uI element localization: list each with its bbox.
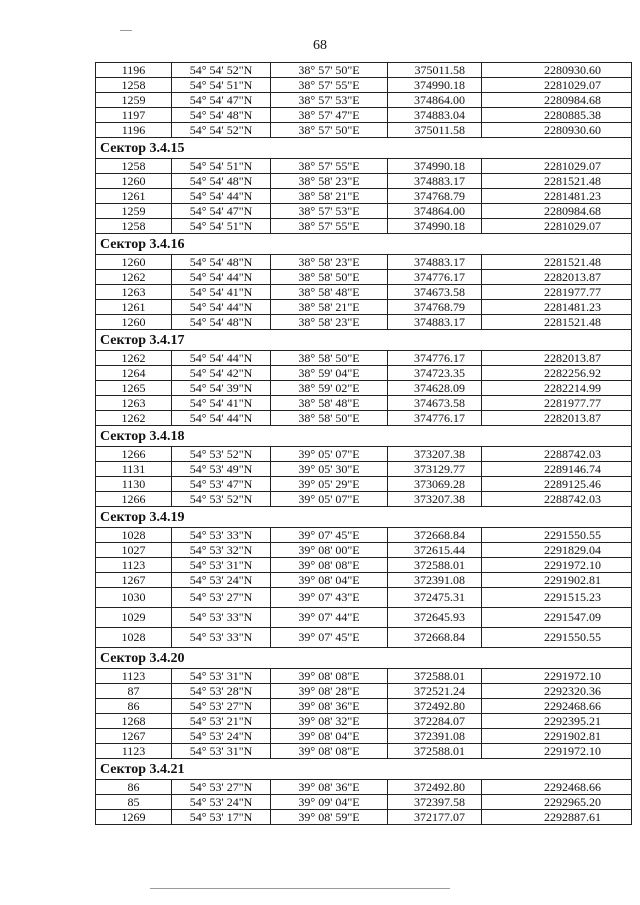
y-coordinate-cell: 2292320.36 <box>482 684 632 699</box>
longitude-cell: 38° 57' 47"E <box>271 108 388 123</box>
longitude-cell: 39° 07' 45"E <box>271 628 388 648</box>
table-row <box>96 558 632 573</box>
point-number-cell: 1269 <box>96 810 172 825</box>
x-coordinate-cell: 372391.08 <box>388 729 482 744</box>
longitude-cell: 39° 08' 32"E <box>271 714 388 729</box>
point-number-cell: 1030 <box>96 588 172 608</box>
table-row <box>96 219 632 234</box>
point-number-cell: 1261 <box>96 300 172 315</box>
x-coordinate-cell: 372588.01 <box>388 558 482 573</box>
y-coordinate-cell: 2281029.07 <box>482 159 632 174</box>
point-number-cell: 86 <box>96 699 172 714</box>
table-row <box>96 699 632 714</box>
longitude-cell: 39° 05' 07"E <box>271 447 388 462</box>
point-number-cell: 1258 <box>96 78 172 93</box>
table-row <box>96 810 632 825</box>
latitude-cell: 54° 53' 33"N <box>172 608 271 628</box>
x-coordinate-cell: 372475.31 <box>388 588 482 608</box>
longitude-cell: 39° 08' 04"E <box>271 729 388 744</box>
table-row <box>96 714 632 729</box>
latitude-cell: 54° 54' 44"N <box>172 300 271 315</box>
latitude-cell: 54° 53' 52"N <box>172 447 271 462</box>
longitude-cell: 39° 05' 29"E <box>271 477 388 492</box>
point-number-cell: 1123 <box>96 558 172 573</box>
latitude-cell: 54° 53' 47"N <box>172 477 271 492</box>
table-row <box>96 381 632 396</box>
table-row <box>96 189 632 204</box>
y-coordinate-cell: 2291972.10 <box>482 669 632 684</box>
y-coordinate-cell: 2291515.23 <box>482 588 632 608</box>
x-coordinate-cell: 374776.17 <box>388 351 482 366</box>
y-coordinate-cell: 2281521.48 <box>482 174 632 189</box>
sector-header-row <box>96 138 632 159</box>
point-number-cell: 1263 <box>96 396 172 411</box>
longitude-cell: 38° 59' 02"E <box>271 381 388 396</box>
point-number-cell: 1268 <box>96 714 172 729</box>
latitude-cell: 54° 54' 51"N <box>172 219 271 234</box>
sector-title: Сектор 3.4.17 <box>96 330 632 351</box>
x-coordinate-cell: 374776.17 <box>388 270 482 285</box>
latitude-cell: 54° 54' 44"N <box>172 351 271 366</box>
latitude-cell: 54° 53' 32"N <box>172 543 271 558</box>
y-coordinate-cell: 2280930.60 <box>482 123 632 138</box>
x-coordinate-cell: 375011.58 <box>388 63 482 78</box>
longitude-cell: 38° 58' 50"E <box>271 411 388 426</box>
sector-header-row <box>96 648 632 669</box>
table-row <box>96 795 632 810</box>
table-row <box>96 63 632 78</box>
x-coordinate-cell: 374883.17 <box>388 315 482 330</box>
longitude-cell: 39° 08' 59"E <box>271 810 388 825</box>
longitude-cell: 39° 05' 30"E <box>271 462 388 477</box>
latitude-cell: 54° 54' 48"N <box>172 174 271 189</box>
point-number-cell: 1261 <box>96 189 172 204</box>
latitude-cell: 54° 54' 52"N <box>172 63 271 78</box>
point-number-cell: 1196 <box>96 63 172 78</box>
point-number-cell: 1262 <box>96 351 172 366</box>
x-coordinate-cell: 374990.18 <box>388 78 482 93</box>
point-number-cell: 85 <box>96 795 172 810</box>
x-coordinate-cell: 372521.24 <box>388 684 482 699</box>
y-coordinate-cell: 2282214.99 <box>482 381 632 396</box>
longitude-cell: 38° 58' 23"E <box>271 255 388 270</box>
table-row <box>96 543 632 558</box>
longitude-cell: 39° 08' 28"E <box>271 684 388 699</box>
y-coordinate-cell: 2280885.38 <box>482 108 632 123</box>
table-row <box>96 729 632 744</box>
x-coordinate-cell: 372284.07 <box>388 714 482 729</box>
y-coordinate-cell: 2281481.23 <box>482 300 632 315</box>
x-coordinate-cell: 373207.38 <box>388 492 482 507</box>
table-row <box>96 366 632 381</box>
y-coordinate-cell: 2291902.81 <box>482 729 632 744</box>
longitude-cell: 38° 58' 23"E <box>271 174 388 189</box>
point-number-cell: 86 <box>96 780 172 795</box>
point-number-cell: 87 <box>96 684 172 699</box>
latitude-cell: 54° 53' 24"N <box>172 795 271 810</box>
x-coordinate-cell: 374883.17 <box>388 255 482 270</box>
y-coordinate-cell: 2292468.66 <box>482 780 632 795</box>
latitude-cell: 54° 53' 28"N <box>172 684 271 699</box>
latitude-cell: 54° 53' 31"N <box>172 744 271 759</box>
x-coordinate-cell: 372588.01 <box>388 744 482 759</box>
longitude-cell: 38° 58' 23"E <box>271 315 388 330</box>
latitude-cell: 54° 53' 27"N <box>172 780 271 795</box>
scan-mark-top <box>120 30 132 31</box>
longitude-cell: 38° 58' 50"E <box>271 270 388 285</box>
table-row <box>96 396 632 411</box>
y-coordinate-cell: 2280984.68 <box>482 204 632 219</box>
point-number-cell: 1258 <box>96 159 172 174</box>
point-number-cell: 1029 <box>96 608 172 628</box>
x-coordinate-cell: 374864.00 <box>388 204 482 219</box>
latitude-cell: 54° 53' 27"N <box>172 588 271 608</box>
longitude-cell: 38° 58' 21"E <box>271 189 388 204</box>
table-row <box>96 447 632 462</box>
x-coordinate-cell: 373069.28 <box>388 477 482 492</box>
y-coordinate-cell: 2292887.61 <box>482 810 632 825</box>
longitude-cell: 38° 57' 55"E <box>271 219 388 234</box>
latitude-cell: 54° 54' 48"N <box>172 108 271 123</box>
table-row <box>96 270 632 285</box>
y-coordinate-cell: 2291550.55 <box>482 628 632 648</box>
x-coordinate-cell: 372492.80 <box>388 699 482 714</box>
table-row <box>96 573 632 588</box>
point-number-cell: 1197 <box>96 108 172 123</box>
table-row <box>96 300 632 315</box>
point-number-cell: 1259 <box>96 93 172 108</box>
y-coordinate-cell: 2291550.55 <box>482 528 632 543</box>
x-coordinate-cell: 372615.44 <box>388 543 482 558</box>
longitude-cell: 38° 57' 53"E <box>271 93 388 108</box>
sector-title: Сектор 3.4.15 <box>96 138 632 159</box>
y-coordinate-cell: 2281029.07 <box>482 78 632 93</box>
point-number-cell: 1130 <box>96 477 172 492</box>
longitude-cell: 39° 07' 43"E <box>271 588 388 608</box>
longitude-cell: 38° 57' 50"E <box>271 63 388 78</box>
longitude-cell: 39° 07' 45"E <box>271 528 388 543</box>
longitude-cell: 38° 58' 50"E <box>271 351 388 366</box>
table-row <box>96 684 632 699</box>
table-row <box>96 608 632 628</box>
x-coordinate-cell: 373129.77 <box>388 462 482 477</box>
point-number-cell: 1123 <box>96 744 172 759</box>
longitude-cell: 38° 59' 04"E <box>271 366 388 381</box>
latitude-cell: 54° 53' 33"N <box>172 528 271 543</box>
sector-header-row <box>96 759 632 780</box>
point-number-cell: 1264 <box>96 366 172 381</box>
y-coordinate-cell: 2291902.81 <box>482 573 632 588</box>
table-row <box>96 204 632 219</box>
y-coordinate-cell: 2289125.46 <box>482 477 632 492</box>
latitude-cell: 54° 54' 48"N <box>172 315 271 330</box>
latitude-cell: 54° 54' 48"N <box>172 255 271 270</box>
longitude-cell: 39° 07' 44"E <box>271 608 388 628</box>
y-coordinate-cell: 2282013.87 <box>482 411 632 426</box>
x-coordinate-cell: 374990.18 <box>388 159 482 174</box>
x-coordinate-cell: 374990.18 <box>388 219 482 234</box>
x-coordinate-cell: 372668.84 <box>388 528 482 543</box>
table-row <box>96 93 632 108</box>
sector-header-row <box>96 234 632 255</box>
point-number-cell: 1266 <box>96 447 172 462</box>
y-coordinate-cell: 2282013.87 <box>482 270 632 285</box>
longitude-cell: 39° 08' 04"E <box>271 573 388 588</box>
x-coordinate-cell: 375011.58 <box>388 123 482 138</box>
point-number-cell: 1028 <box>96 528 172 543</box>
longitude-cell: 38° 58' 48"E <box>271 285 388 300</box>
sector-header-row <box>96 330 632 351</box>
y-coordinate-cell: 2288742.03 <box>482 492 632 507</box>
latitude-cell: 54° 53' 31"N <box>172 558 271 573</box>
point-number-cell: 1260 <box>96 315 172 330</box>
latitude-cell: 54° 53' 17"N <box>172 810 271 825</box>
latitude-cell: 54° 53' 21"N <box>172 714 271 729</box>
point-number-cell: 1131 <box>96 462 172 477</box>
latitude-cell: 54° 53' 24"N <box>172 573 271 588</box>
table-row <box>96 123 632 138</box>
x-coordinate-cell: 372588.01 <box>388 669 482 684</box>
y-coordinate-cell: 2281521.48 <box>482 315 632 330</box>
y-coordinate-cell: 2281977.77 <box>482 285 632 300</box>
y-coordinate-cell: 2281977.77 <box>482 396 632 411</box>
longitude-cell: 38° 58' 21"E <box>271 300 388 315</box>
coordinates-table-body <box>96 63 632 825</box>
sector-header-row <box>96 426 632 447</box>
longitude-cell: 38° 57' 55"E <box>271 78 388 93</box>
longitude-cell: 39° 08' 08"E <box>271 744 388 759</box>
point-number-cell: 1262 <box>96 411 172 426</box>
y-coordinate-cell: 2289146.74 <box>482 462 632 477</box>
y-coordinate-cell: 2288742.03 <box>482 447 632 462</box>
x-coordinate-cell: 372492.80 <box>388 780 482 795</box>
x-coordinate-cell: 374673.58 <box>388 396 482 411</box>
point-number-cell: 1196 <box>96 123 172 138</box>
latitude-cell: 54° 54' 44"N <box>172 411 271 426</box>
table-row <box>96 174 632 189</box>
sector-title: Сектор 3.4.19 <box>96 507 632 528</box>
point-number-cell: 1028 <box>96 628 172 648</box>
point-number-cell: 1260 <box>96 255 172 270</box>
x-coordinate-cell: 374776.17 <box>388 411 482 426</box>
table-row <box>96 528 632 543</box>
table-row <box>96 285 632 300</box>
x-coordinate-cell: 372668.84 <box>388 628 482 648</box>
point-number-cell: 1259 <box>96 204 172 219</box>
table-row <box>96 477 632 492</box>
x-coordinate-cell: 374768.79 <box>388 189 482 204</box>
y-coordinate-cell: 2292468.66 <box>482 699 632 714</box>
x-coordinate-cell: 372645.93 <box>388 608 482 628</box>
longitude-cell: 38° 58' 48"E <box>271 396 388 411</box>
point-number-cell: 1267 <box>96 729 172 744</box>
latitude-cell: 54° 54' 41"N <box>172 285 271 300</box>
x-coordinate-cell: 374628.09 <box>388 381 482 396</box>
table-row <box>96 588 632 608</box>
longitude-cell: 39° 09' 04"E <box>271 795 388 810</box>
table-row <box>96 159 632 174</box>
latitude-cell: 54° 53' 52"N <box>172 492 271 507</box>
x-coordinate-cell: 374723.35 <box>388 366 482 381</box>
point-number-cell: 1263 <box>96 285 172 300</box>
longitude-cell: 39° 08' 36"E <box>271 780 388 795</box>
table-row <box>96 744 632 759</box>
y-coordinate-cell: 2292395.21 <box>482 714 632 729</box>
table-row <box>96 351 632 366</box>
latitude-cell: 54° 54' 51"N <box>172 78 271 93</box>
table-row <box>96 462 632 477</box>
page-number: 68 <box>313 38 327 53</box>
latitude-cell: 54° 53' 27"N <box>172 699 271 714</box>
table-row <box>96 780 632 795</box>
longitude-cell: 39° 08' 36"E <box>271 699 388 714</box>
longitude-cell: 38° 57' 53"E <box>271 204 388 219</box>
coordinates-table <box>95 62 632 825</box>
y-coordinate-cell: 2291829.04 <box>482 543 632 558</box>
y-coordinate-cell: 2291972.10 <box>482 744 632 759</box>
x-coordinate-cell: 374864.00 <box>388 93 482 108</box>
longitude-cell: 39° 08' 08"E <box>271 558 388 573</box>
x-coordinate-cell: 374883.04 <box>388 108 482 123</box>
point-number-cell: 1266 <box>96 492 172 507</box>
latitude-cell: 54° 54' 51"N <box>172 159 271 174</box>
table-row <box>96 78 632 93</box>
point-number-cell: 1267 <box>96 573 172 588</box>
table-row <box>96 669 632 684</box>
y-coordinate-cell: 2281521.48 <box>482 255 632 270</box>
longitude-cell: 38° 57' 50"E <box>271 123 388 138</box>
y-coordinate-cell: 2291547.09 <box>482 608 632 628</box>
latitude-cell: 54° 54' 44"N <box>172 189 271 204</box>
x-coordinate-cell: 372391.08 <box>388 573 482 588</box>
table-row <box>96 411 632 426</box>
sector-header-row <box>96 507 632 528</box>
y-coordinate-cell: 2282256.92 <box>482 366 632 381</box>
point-number-cell: 1260 <box>96 174 172 189</box>
sector-title: Сектор 3.4.20 <box>96 648 632 669</box>
longitude-cell: 39° 08' 00"E <box>271 543 388 558</box>
table-row <box>96 628 632 648</box>
longitude-cell: 39° 05' 07"E <box>271 492 388 507</box>
latitude-cell: 54° 54' 39"N <box>172 381 271 396</box>
latitude-cell: 54° 54' 42"N <box>172 366 271 381</box>
latitude-cell: 54° 53' 24"N <box>172 729 271 744</box>
point-number-cell: 1262 <box>96 270 172 285</box>
latitude-cell: 54° 54' 47"N <box>172 93 271 108</box>
table-row <box>96 108 632 123</box>
sector-title: Сектор 3.4.18 <box>96 426 632 447</box>
point-number-cell: 1123 <box>96 669 172 684</box>
x-coordinate-cell: 374883.17 <box>388 174 482 189</box>
sector-title: Сектор 3.4.21 <box>96 759 632 780</box>
x-coordinate-cell: 372177.07 <box>388 810 482 825</box>
longitude-cell: 38° 57' 55"E <box>271 159 388 174</box>
point-number-cell: 1027 <box>96 543 172 558</box>
latitude-cell: 54° 54' 41"N <box>172 396 271 411</box>
longitude-cell: 39° 08' 08"E <box>271 669 388 684</box>
x-coordinate-cell: 374768.79 <box>388 300 482 315</box>
scan-mark-bottom <box>150 888 450 889</box>
latitude-cell: 54° 54' 52"N <box>172 123 271 138</box>
x-coordinate-cell: 372397.58 <box>388 795 482 810</box>
y-coordinate-cell: 2280984.68 <box>482 93 632 108</box>
y-coordinate-cell: 2281481.23 <box>482 189 632 204</box>
y-coordinate-cell: 2280930.60 <box>482 63 632 78</box>
sector-title: Сектор 3.4.16 <box>96 234 632 255</box>
point-number-cell: 1258 <box>96 219 172 234</box>
y-coordinate-cell: 2291972.10 <box>482 558 632 573</box>
table-row <box>96 315 632 330</box>
point-number-cell: 1265 <box>96 381 172 396</box>
table-row <box>96 255 632 270</box>
latitude-cell: 54° 53' 31"N <box>172 669 271 684</box>
latitude-cell: 54° 54' 44"N <box>172 270 271 285</box>
y-coordinate-cell: 2292965.20 <box>482 795 632 810</box>
y-coordinate-cell: 2281029.07 <box>482 219 632 234</box>
x-coordinate-cell: 374673.58 <box>388 285 482 300</box>
x-coordinate-cell: 373207.38 <box>388 447 482 462</box>
latitude-cell: 54° 53' 33"N <box>172 628 271 648</box>
latitude-cell: 54° 54' 47"N <box>172 204 271 219</box>
y-coordinate-cell: 2282013.87 <box>482 351 632 366</box>
latitude-cell: 54° 53' 49"N <box>172 462 271 477</box>
table-row <box>96 492 632 507</box>
